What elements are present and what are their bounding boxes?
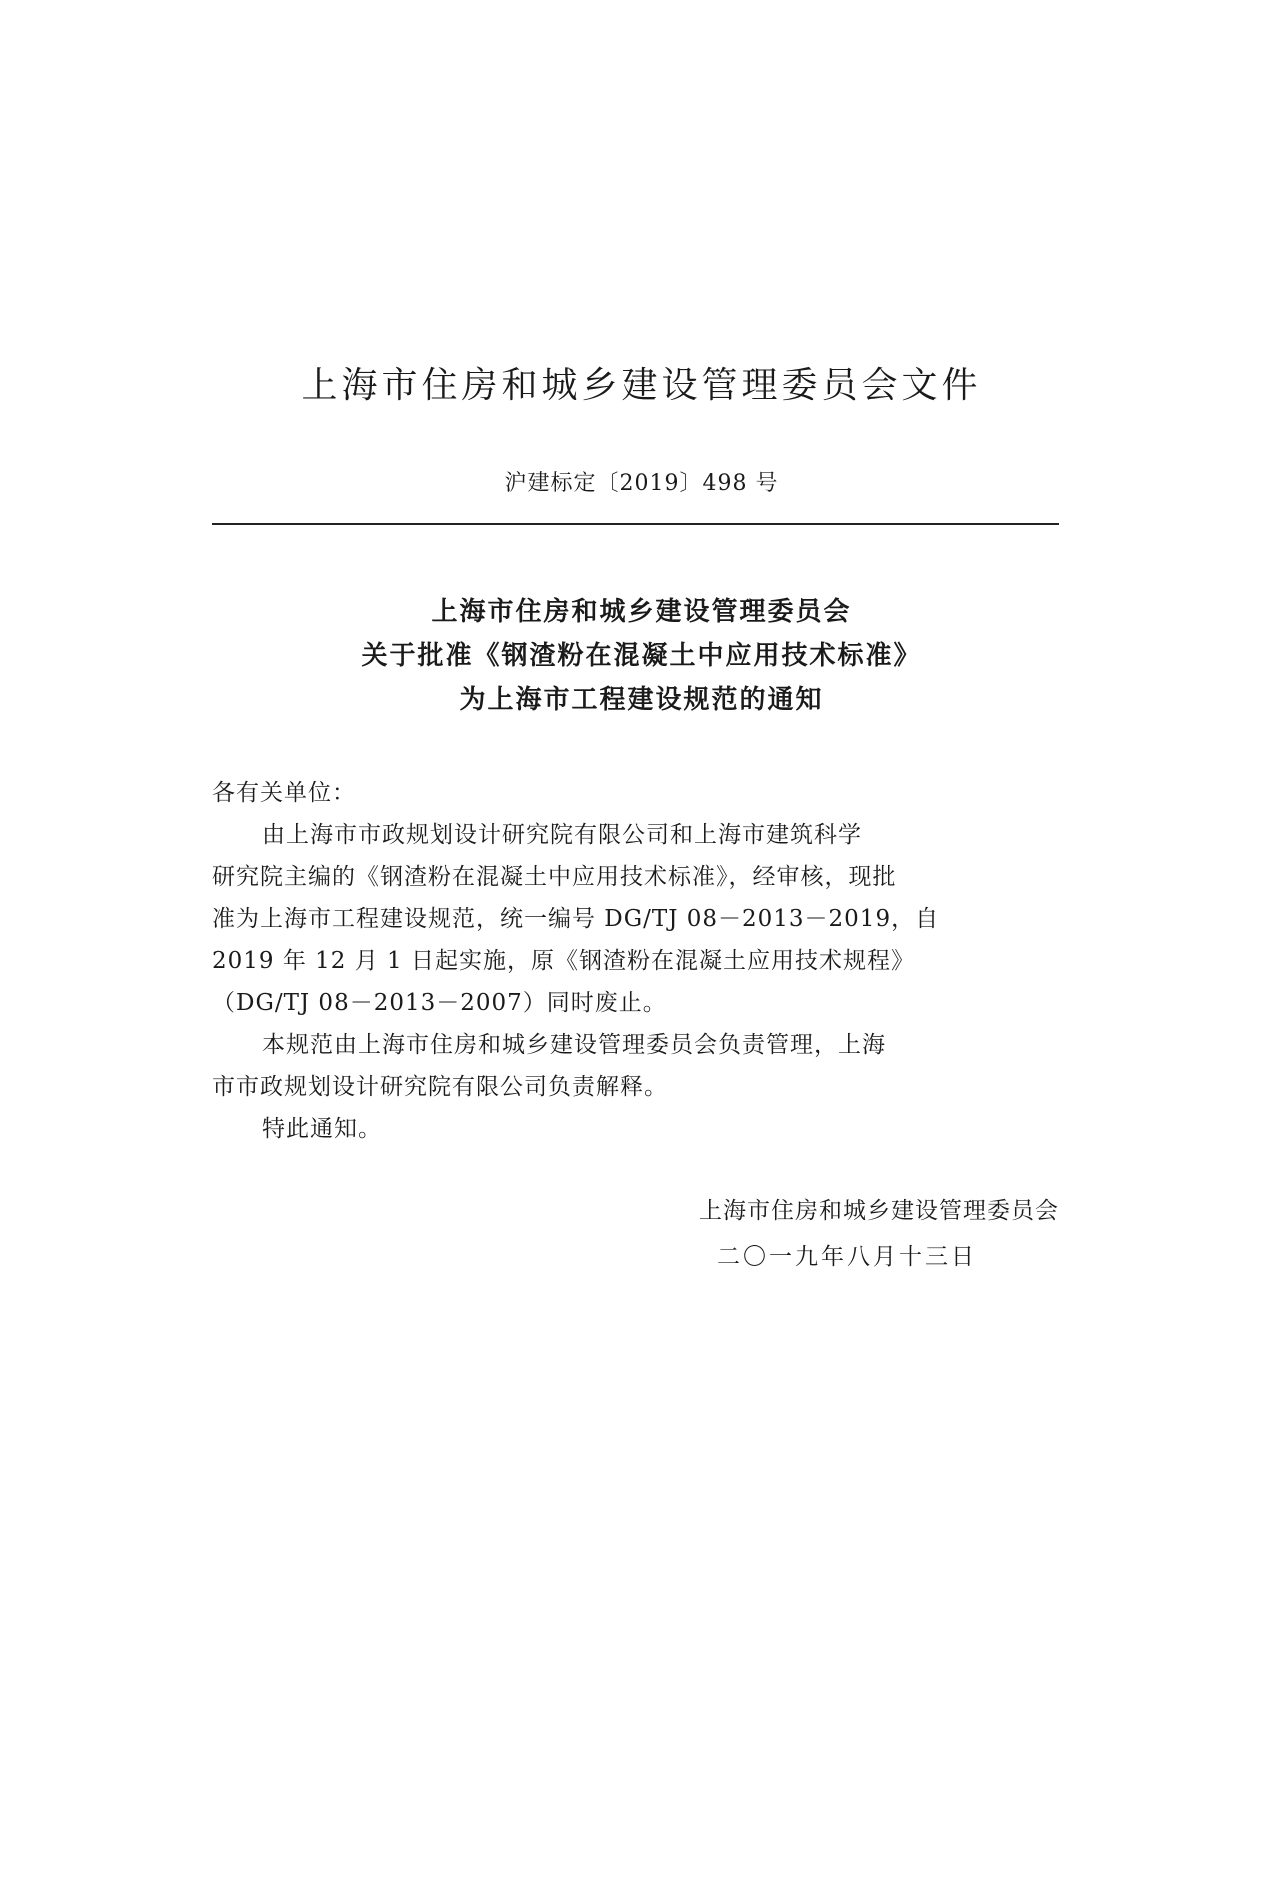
paragraph-1-line-1: 由上海市市政规划设计研究院有限公司和上海市建筑科学: [262, 822, 862, 848]
paragraph-1-line-3: 准为上海市工程建设规范，统一编号 DG/TJ 08－2013－2019，自: [212, 906, 940, 932]
paragraph-1-line-4: 2019 年 12 月 1 日起实施，原《钢渣粉在混凝土应用技术规程》: [212, 948, 915, 974]
paragraph-1-line-5: （DG/TJ 08－2013－2007）同时废止。: [212, 990, 667, 1016]
closing-line: 特此通知。: [262, 1116, 382, 1142]
paragraph-1-line-2: 研究院主编的《钢渣粉在混凝土中应用技术标准》，经审核，现批: [212, 864, 897, 890]
paragraph-2-line-1: 本规范由上海市住房和城乡建设管理委员会负责管理，上海: [262, 1032, 886, 1058]
notice-body: [212, 772, 1059, 1150]
issuer-title: 上海市住房和城乡建设管理委员会文件: [301, 365, 982, 406]
notice-title-line-2: 关于批准《钢渣粉在混凝土中应用技术标准》: [361, 641, 922, 671]
notice-title-line-3: 为上海市工程建设规范的通知: [459, 685, 824, 715]
notice-title-line-1: 上海市住房和城乡建设管理委员会: [431, 597, 852, 627]
signature-issuer: 上海市住房和城乡建设管理委员会: [699, 1198, 1059, 1224]
issue-date: 二〇一九年八月十三日: [717, 1244, 977, 1270]
header-divider: [212, 523, 1059, 525]
paragraph-2-line-2: 市市政规划设计研究院有限公司负责解释。: [212, 1074, 668, 1100]
notice-title: [0, 590, 1283, 722]
salutation: 各有关单位：: [212, 780, 356, 806]
document-number: 沪建标定〔2019〕498 号: [504, 471, 779, 496]
